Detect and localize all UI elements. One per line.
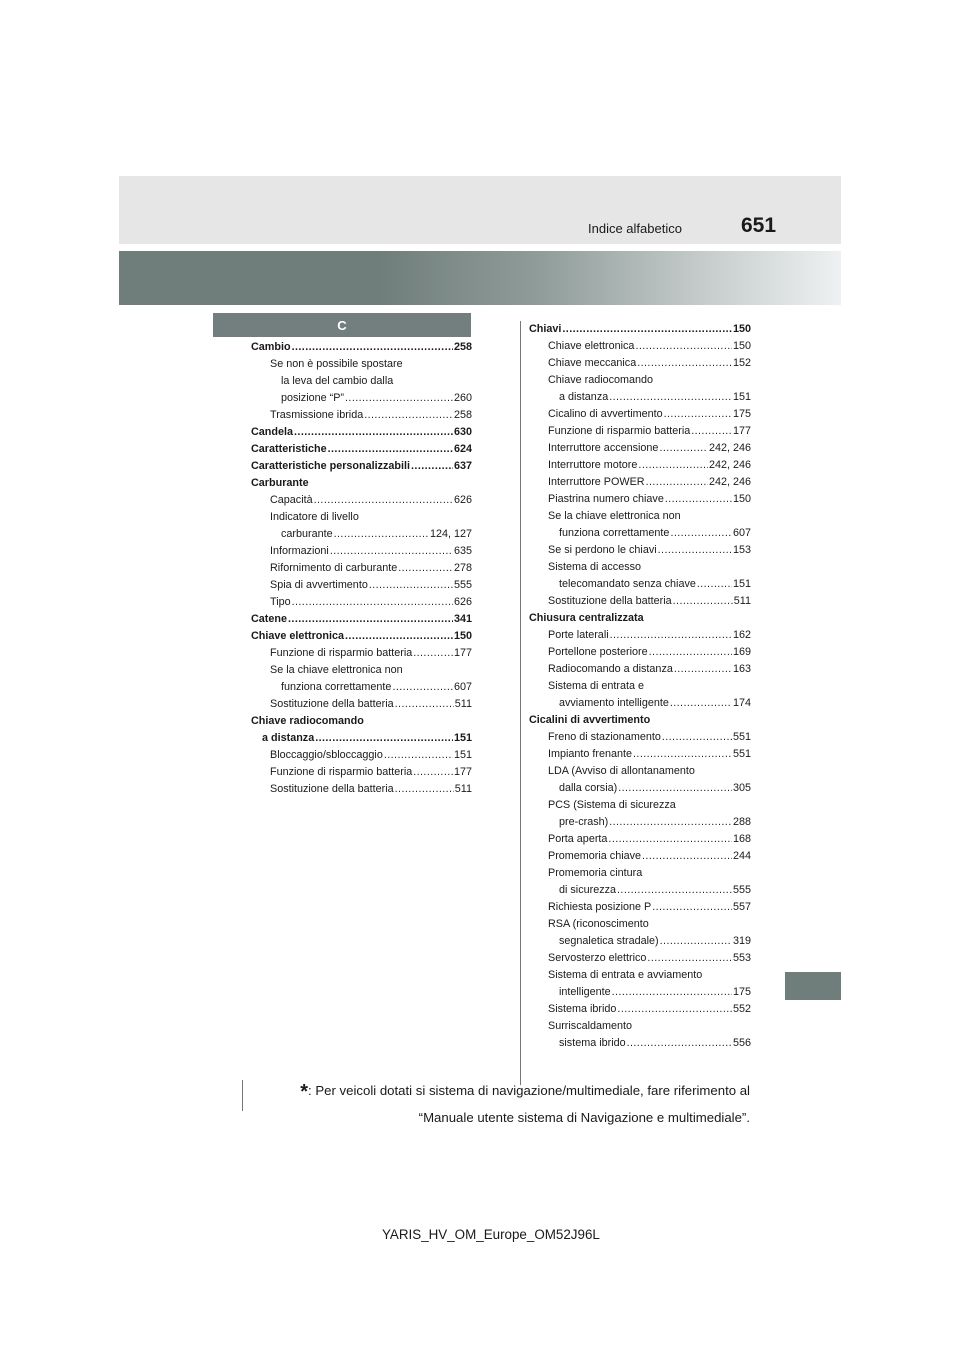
index-entry: [529, 338, 751, 355]
index-entry: [251, 679, 472, 696]
dot-leader: [665, 491, 732, 508]
index-entry-text: Tipo: [270, 596, 291, 608]
index-letter-header: C: [213, 313, 471, 337]
page-number: 651: [741, 214, 777, 237]
index-column-left: [251, 339, 472, 798]
index-entry: [251, 577, 472, 594]
index-entry-text: funziona correttamente: [559, 527, 670, 539]
index-entry: [529, 780, 751, 797]
dot-leader: [334, 526, 429, 543]
index-entry-page: 151: [732, 578, 751, 590]
index-entry: [529, 1001, 751, 1018]
index-entry-page: 551: [732, 731, 751, 743]
dot-leader: [398, 560, 453, 577]
index-entry-text: LDA (Avviso di allontanamento: [548, 765, 695, 777]
index-entry-text: Porta aperta: [548, 833, 608, 845]
footnote-line-2: “Manuale utente sistema di Navigazione e multimediale”.: [418, 1110, 750, 1125]
index-entry-text: Carburante: [251, 477, 309, 489]
index-entry-text: Sistema di accesso: [548, 561, 642, 573]
index-entry: [529, 321, 751, 338]
index-entry: [251, 543, 472, 560]
index-entry: [251, 441, 472, 458]
dot-leader: [395, 781, 454, 798]
index-entry-page: 150: [732, 493, 751, 505]
dot-leader: [647, 950, 732, 967]
index-entry-page: 152: [732, 357, 751, 369]
index-entry-page: 242, 246: [708, 459, 751, 471]
index-entry-text: Promemoria chiave: [548, 850, 642, 862]
index-entry-page: 626: [453, 596, 472, 608]
dot-leader: [395, 696, 454, 713]
dot-leader: [670, 695, 732, 712]
index-entry-text: Promemoria cintura: [548, 867, 643, 879]
dot-leader: [697, 576, 732, 593]
index-entry-text: Freno di stazionamento: [548, 731, 661, 743]
dot-leader: [610, 627, 732, 644]
index-entry-text: Sostituzione della batteria: [270, 783, 394, 795]
index-entry-text: Chiave elettronica: [251, 630, 345, 642]
dot-leader: [642, 848, 732, 865]
index-entry-text: Se la chiave elettronica non: [548, 510, 681, 522]
index-entry-page: 242, 246: [708, 476, 751, 488]
index-entry-page: 624: [453, 443, 472, 455]
index-entry-text: Bloccaggio/sbloccaggio: [270, 749, 383, 761]
index-entry-text: Servosterzo elettrico: [548, 952, 647, 964]
dot-leader: [314, 492, 453, 509]
dot-leader: [288, 611, 453, 628]
dot-leader: [384, 747, 453, 764]
index-entry: [529, 763, 751, 780]
index-entry-text: Porte laterali: [548, 629, 609, 641]
index-entry: [529, 1035, 751, 1052]
footnote-star: *: [300, 1081, 309, 1103]
index-entry-page: 151: [453, 749, 472, 761]
index-entry-text: Sistema di entrata e avviamento: [548, 969, 703, 981]
index-entry-text: Spia di avvertimento: [270, 579, 368, 591]
index-entry: [529, 746, 751, 763]
index-entry-page: 555: [453, 579, 472, 591]
dot-leader: [617, 882, 732, 899]
dot-leader: [315, 730, 453, 747]
index-entry-page: 175: [732, 986, 751, 998]
index-entry-text: Informazioni: [270, 545, 329, 557]
index-entry: [251, 526, 472, 543]
index-entry-page: 305: [732, 782, 751, 794]
index-entry-text: RSA (riconoscimento: [548, 918, 649, 930]
index-entry-text: Interruttore POWER: [548, 476, 645, 488]
dot-leader: [609, 389, 732, 406]
index-entry-text: Sistema di entrata e: [548, 680, 645, 692]
index-entry-text: Interruttore motore: [548, 459, 638, 471]
index-entry-page: 607: [732, 527, 751, 539]
index-entry-page: 150: [732, 340, 751, 352]
index-entry: [529, 423, 751, 440]
index-entry: [529, 814, 751, 831]
index-entry-text: Portellone posteriore: [548, 646, 648, 658]
index-entry: [529, 627, 751, 644]
index-entry-text: Catene: [251, 613, 288, 625]
index-entry: [529, 593, 751, 610]
index-entry-text: Radiocomando a distanza: [548, 663, 673, 675]
index-entry-page: 556: [732, 1037, 751, 1049]
index-entry-page: 168: [732, 833, 751, 845]
dot-leader: [292, 339, 453, 356]
index-entry: [251, 492, 472, 509]
dot-leader: [627, 1035, 732, 1052]
index-entry-text: pre-crash): [559, 816, 609, 828]
index-entry: [251, 475, 472, 492]
index-entry: [529, 457, 751, 474]
index-entry-page: 258: [453, 341, 472, 353]
dot-leader: [294, 424, 453, 441]
index-entry: [529, 984, 751, 1001]
index-entry-page: 244: [732, 850, 751, 862]
index-entry: [529, 406, 751, 423]
dot-leader: [413, 764, 453, 781]
index-entry: [529, 950, 751, 967]
index-entry-text: Interruttore accensione: [548, 442, 659, 454]
index-entry-page: 260: [453, 392, 472, 404]
dot-leader: [369, 577, 453, 594]
index-entry: [529, 474, 751, 491]
dot-leader: [411, 458, 453, 475]
index-entry: [529, 508, 751, 525]
index-entry-page: 150: [453, 630, 472, 642]
index-entry: [251, 407, 472, 424]
index-entry-page: 557: [732, 901, 751, 913]
index-entry-page: 552: [732, 1003, 751, 1015]
index-entry: [251, 560, 472, 577]
document-id: YARIS_HV_OM_Europe_OM52J96L: [382, 1227, 600, 1242]
index-entry-text: Funzione di risparmio batteria: [270, 766, 413, 778]
dot-leader: [635, 338, 732, 355]
index-entry: [529, 797, 751, 814]
index-entry-text: Se non è possibile spostare: [270, 358, 403, 370]
index-entry-text: Chiavi: [529, 323, 562, 335]
index-entry-text: Candela: [251, 426, 294, 438]
index-entry-page: 177: [732, 425, 751, 437]
index-entry-text: sistema ibrido: [559, 1037, 626, 1049]
column-divider: [520, 321, 521, 1085]
footnote-rule: [242, 1080, 243, 1111]
index-entry-text: Cicalino di avvertimento: [548, 408, 663, 420]
index-entry: [529, 831, 751, 848]
index-entry-page: 151: [453, 732, 472, 744]
chapter-gradient-bar: [119, 251, 841, 305]
index-entry: [529, 865, 751, 882]
index-entry-text: avviamento intelligente: [559, 697, 669, 709]
dot-leader: [292, 594, 453, 611]
index-entry: [529, 559, 751, 576]
index-entry: [529, 542, 751, 559]
index-entry-text: Cicalini di avvertimento: [529, 714, 651, 726]
index-entry-page: 163: [732, 663, 751, 675]
index-entry-page: 162: [732, 629, 751, 641]
index-entry-page: 169: [732, 646, 751, 658]
dot-leader: [652, 899, 732, 916]
dot-leader: [674, 661, 732, 678]
index-entry-text: Sistema ibrido: [548, 1003, 617, 1015]
index-entry: [251, 458, 472, 475]
index-entry-text: Sostituzione della batteria: [548, 595, 672, 607]
index-entry: [529, 695, 751, 712]
index-entry-text: Chiave elettronica: [548, 340, 635, 352]
dot-leader: [618, 780, 732, 797]
index-entry-text: Chiave radiocomando: [251, 715, 364, 727]
index-entry-text: Cambio: [251, 341, 291, 353]
index-entry-text: Chiave meccanica: [548, 357, 637, 369]
index-entry: [251, 645, 472, 662]
dot-leader: [345, 628, 453, 645]
index-entry: [529, 729, 751, 746]
dot-leader: [330, 543, 453, 560]
index-entry-page: 150: [732, 323, 751, 335]
index-entry-page: 242, 246: [708, 442, 751, 454]
index-column-right: [529, 321, 751, 1052]
index-entry-text: la leva del cambio dalla: [281, 375, 394, 387]
dot-leader: [609, 814, 732, 831]
index-entry: [251, 509, 472, 526]
index-entry-page: 151: [732, 391, 751, 403]
index-entry-page: 341: [453, 613, 472, 625]
header-band: [119, 176, 841, 244]
index-entry-page: 511: [454, 783, 472, 795]
index-entry-text: Sostituzione della batteria: [270, 698, 394, 710]
index-entry: [529, 576, 751, 593]
index-entry: [529, 610, 751, 627]
index-entry-text: a distanza: [559, 391, 609, 403]
index-entry: [529, 848, 751, 865]
dot-leader: [660, 933, 732, 950]
dot-leader: [633, 746, 732, 763]
index-entry: [251, 594, 472, 611]
section-title: Indice alfabetico: [588, 221, 682, 236]
index-entry: [251, 747, 472, 764]
index-entry: [251, 611, 472, 628]
index-entry-text: Funzione di risparmio batteria: [548, 425, 691, 437]
index-entry-page: 511: [454, 698, 472, 710]
index-entry-page: 635: [453, 545, 472, 557]
dot-leader: [646, 474, 708, 491]
dot-leader: [612, 984, 732, 1001]
index-entry-text: di sicurezza: [559, 884, 617, 896]
index-entry: [251, 696, 472, 713]
index-entry: [251, 764, 472, 781]
index-entry-page: 174: [732, 697, 751, 709]
index-entry-page: 258: [453, 409, 472, 421]
index-entry: [251, 730, 472, 747]
index-entry: [251, 781, 472, 798]
index-entry: [529, 661, 751, 678]
index-entry: [251, 373, 472, 390]
index-entry-text: Chiusura centralizzata: [529, 612, 644, 624]
index-entry-page: 555: [732, 884, 751, 896]
dot-leader: [691, 423, 732, 440]
dot-leader: [617, 1001, 732, 1018]
index-entry: [529, 491, 751, 508]
index-entry-text: a distanza: [262, 732, 315, 744]
index-entry-page: 124, 127: [429, 528, 472, 540]
dot-leader: [673, 593, 733, 610]
footnote-text-1: : Per veicoli dotati si sistema di navigazione/multimediale, fare riferimento al: [308, 1083, 750, 1098]
index-entry: [251, 713, 472, 730]
index-entry-text: Funzione di risparmio batteria: [270, 647, 413, 659]
index-entry-page: 630: [453, 426, 472, 438]
index-entry-page: 553: [732, 952, 751, 964]
dot-leader: [637, 355, 732, 372]
index-entry-page: 288: [732, 816, 751, 828]
index-entry: [251, 662, 472, 679]
index-entry-text: PCS (Sistema di sicurezza: [548, 799, 676, 811]
index-entry-text: Se la chiave elettronica non: [270, 664, 403, 676]
index-entry: [251, 628, 472, 645]
index-entry-text: segnaletica stradale): [559, 935, 659, 947]
dot-leader: [638, 457, 708, 474]
index-entry-text: Surriscaldamento: [548, 1020, 633, 1032]
index-entry: [529, 882, 751, 899]
index-entry-text: Indicatore di livello: [270, 511, 359, 523]
index-entry: [529, 967, 751, 984]
dot-leader: [658, 542, 732, 559]
index-entry: [529, 389, 751, 406]
index-entry: [251, 390, 472, 407]
dot-leader: [664, 406, 732, 423]
index-entry-page: 626: [453, 494, 472, 506]
index-entry-text: Caratteristiche: [251, 443, 327, 455]
index-entry: [529, 933, 751, 950]
dot-leader: [662, 729, 732, 746]
index-entry-text: dalla corsia): [559, 782, 618, 794]
index-entry: [529, 916, 751, 933]
index-entry-text: funziona correttamente: [281, 681, 392, 693]
index-entry-text: Rifornimento di carburante: [270, 562, 398, 574]
dot-leader: [345, 390, 453, 407]
index-entry-text: Richiesta posizione P: [548, 901, 652, 913]
dot-leader: [659, 440, 708, 457]
index-entry-page: 175: [732, 408, 751, 420]
index-entry-page: 551: [732, 748, 751, 760]
index-entry: [251, 356, 472, 373]
dot-leader: [649, 644, 732, 661]
index-entry-page: 607: [453, 681, 472, 693]
dot-leader: [364, 407, 453, 424]
index-entry-page: 278: [453, 562, 472, 574]
index-entry: [529, 525, 751, 542]
index-entry: [529, 355, 751, 372]
index-entry-page: 637: [453, 460, 472, 472]
index-entry-text: Capacità: [270, 494, 313, 506]
index-entry-page: 177: [453, 766, 472, 778]
index-entry-page: 511: [733, 595, 751, 607]
footnote: [280, 1078, 750, 1131]
index-entry-text: Caratteristiche personalizzabili: [251, 460, 411, 472]
dot-leader: [670, 525, 732, 542]
index-entry-page: 319: [732, 935, 751, 947]
dot-leader: [413, 645, 453, 662]
dot-leader: [392, 679, 453, 696]
index-entry-text: Piastrina numero chiave: [548, 493, 664, 505]
index-entry-page: 153: [732, 544, 751, 556]
footnote-line-1: [280, 1078, 750, 1105]
index-entry-text: carburante: [281, 528, 333, 540]
index-entry: [529, 712, 751, 729]
index-entry: [529, 678, 751, 695]
chapter-side-tab: [785, 972, 841, 1000]
index-entry: [529, 1018, 751, 1035]
index-entry-page: 177: [453, 647, 472, 659]
index-entry: [529, 440, 751, 457]
index-entry: [529, 899, 751, 916]
dot-leader: [328, 441, 453, 458]
dot-leader: [562, 321, 732, 338]
index-entry-text: Chiave radiocomando: [548, 374, 654, 386]
dot-leader: [608, 831, 732, 848]
index-entry: [251, 339, 472, 356]
index-entry: [251, 424, 472, 441]
index-entry-text: intelligente: [559, 986, 611, 998]
index-entry-text: posizione “P”: [281, 392, 345, 404]
index-entry-text: telecomandato senza chiave: [559, 578, 696, 590]
index-entry: [529, 372, 751, 389]
index-entry-text: Trasmissione ibrida: [270, 409, 364, 421]
index-entry-text: Impianto frenante: [548, 748, 633, 760]
index-entry: [529, 644, 751, 661]
index-entry-text: Se si perdono le chiavi: [548, 544, 657, 556]
